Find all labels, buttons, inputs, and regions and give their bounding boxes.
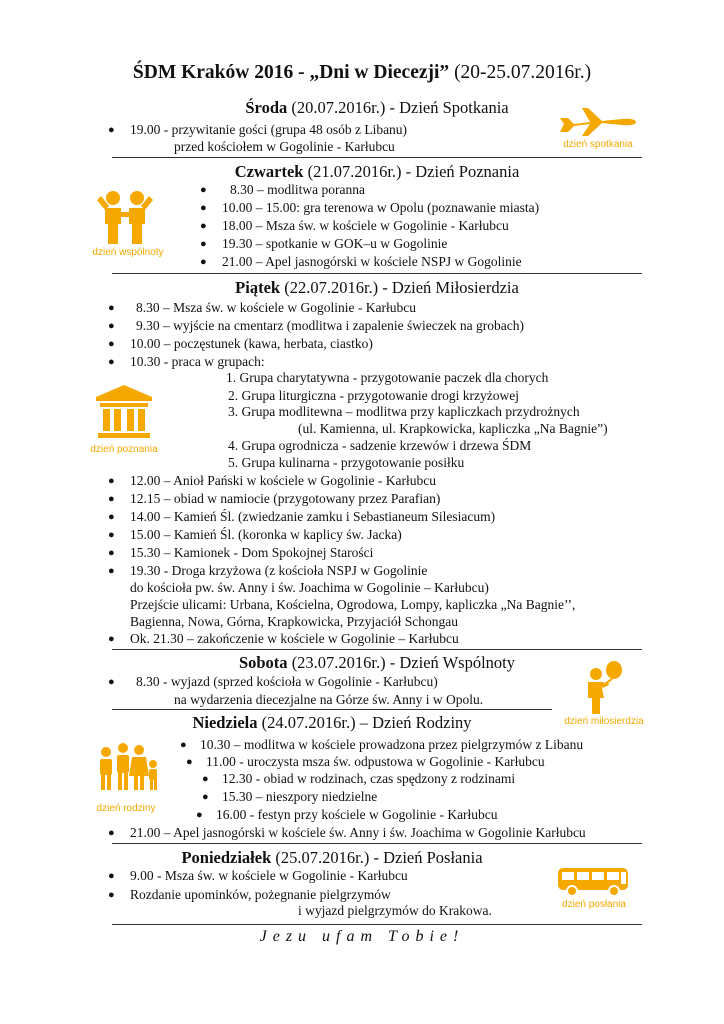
bullet: ● <box>108 529 115 541</box>
bullet: ● <box>108 320 115 332</box>
bullet: ● <box>196 809 203 821</box>
list-item: 18.00 – Msza św. w kościele w Gogolinie - Karłubcu <box>222 218 509 233</box>
day-details: (25.07.2016r.) - Dzień Posłania <box>271 848 483 867</box>
family-icon <box>94 742 160 797</box>
day-name: Piątek <box>235 278 281 297</box>
list-item: 15.30 – Kamionek - Dom Spokojnej Starości <box>130 545 374 560</box>
list-item-continuation: do kościoła pw. św. Anny i św. Joachima w Gogolinie – Karłubcu) <box>130 580 489 595</box>
list-item: 15.30 – nieszpory niedzielne <box>222 789 378 804</box>
bullet: ● <box>108 870 115 882</box>
divider <box>112 273 642 274</box>
list-item: 10.00 – poczęstunek (kawa, herbata, ciastko) <box>130 336 373 351</box>
icon-label: dzień posłania <box>562 899 626 910</box>
list-item: 14.00 – Kamień Śl. (zwiedzanie zamku i Sebastianeum Silesiacum) <box>130 509 496 524</box>
child-balloon-icon <box>578 660 626 721</box>
day-heading-czwartek <box>112 162 642 182</box>
list-item-continuation: przed kościołem w Gogolinie - Karłubcu <box>174 139 395 154</box>
list-item-continuation: na wydarzenia diecezjalne na Górze św. Anny i w Opolu. <box>174 692 484 707</box>
icon-label: dzień miłosierdzia <box>564 716 644 727</box>
footer-motto: Jezu ufam Tobie! <box>259 928 465 945</box>
list-item: 9.00 - Msza św. w kościele w Gogolinie - Karłubcu <box>130 868 408 883</box>
bus-icon <box>556 864 632 903</box>
list-item-continuation: i wyjazd pielgrzymów do Krakowa. <box>298 903 492 918</box>
list-item: 19.30 – spotkanie w GOK–u w Gogolinie <box>222 236 448 251</box>
divider <box>112 157 642 158</box>
group-item: 5. Grupa kulinarna - przygotowanie posiłku <box>228 455 465 470</box>
bullet: ● <box>200 220 207 232</box>
day-details: (21.07.2016r.) - Dzień Poznania <box>303 162 520 181</box>
group-item: 1. Grupa charytatywna - przygotowanie paczek dla chorych <box>226 370 549 385</box>
bullet: ● <box>200 256 207 268</box>
day-name: Czwartek <box>234 162 304 181</box>
document-title <box>0 62 724 84</box>
list-item: 10.30 – modlitwa w kościele prowadzona przez pielgrzymów z Libanu <box>200 737 584 752</box>
list-item: 8.30 – Msza św. w kościele w Gogolinie - Karłubcu <box>136 300 416 315</box>
list-item: 12.30 - obiad w rodzinach, czas spędzony z rodzinami <box>222 771 516 786</box>
group-item: 4. Grupa ogrodnicza - sadzenie krzewów i drzewa ŚDM <box>228 438 532 453</box>
friends-icon <box>94 190 156 251</box>
day-name: Sobota <box>238 653 288 672</box>
group-item-continuation: (ul. Kamienna, ul. Krapkowicka, kapliczka „Na Bagnie”) <box>298 421 608 436</box>
bullet: ● <box>108 338 115 350</box>
bullet: ● <box>108 475 115 487</box>
list-item: 21.00 – Apel jasnogórski w kościele NSPJ w Gogolinie <box>222 254 522 269</box>
list-item: 9.30 – wyjście na cmentarz (modlitwa i zapalenie świeczek na grobach) <box>136 318 524 333</box>
list-item: 16.00 - festyn przy kościele w Gogolinie - Karłubcu <box>216 807 498 822</box>
day-name: Środa <box>245 98 288 117</box>
bullet: ● <box>108 302 115 314</box>
bullet: ● <box>202 773 209 785</box>
bullet: ● <box>108 827 115 839</box>
bullet: ● <box>202 791 209 803</box>
list-item: 12.15 – obiad w namiocie (przygotowany przez Parafian) <box>130 491 441 506</box>
list-item: 8.30 – modlitwa poranna <box>230 182 365 197</box>
divider <box>112 649 642 650</box>
day-details: (22.07.2016r.) - Dzień Miłosierdzia <box>280 278 519 297</box>
day-name: Niedziela <box>192 713 258 732</box>
icon-label: dzień spotkania <box>563 139 633 150</box>
day-heading-sobota <box>112 653 642 673</box>
list-item: 11.00 - uroczysta msza św. odpustowa w Gogolinie - Karłubcu <box>206 754 545 769</box>
divider <box>112 843 642 844</box>
bullet: ● <box>200 184 207 196</box>
list-item: 15.00 – Kamień Śl. (koronka w kaplicy św. Jacka) <box>130 527 402 542</box>
bullet: ● <box>180 739 187 751</box>
day-heading-niedziela <box>112 713 552 733</box>
bullet: ● <box>108 511 115 523</box>
bullet: ● <box>108 676 115 688</box>
bullet: ● <box>108 889 115 901</box>
day-details: (20.07.2016r.) - Dzień Spotkania <box>287 98 509 117</box>
title-dates: (20-25.07.2016r.) <box>449 62 592 83</box>
list-item: Rozdanie upominków, pożegnanie pielgrzymów <box>130 887 391 902</box>
divider <box>112 924 642 925</box>
bullet: ● <box>108 633 115 645</box>
day-details: (23.07.2016r.) - Dzień Wspólnoty <box>287 653 516 672</box>
day-heading-piatek <box>112 278 642 298</box>
day-name: Poniedziałek <box>181 848 272 867</box>
divider <box>112 709 552 710</box>
bullet: ● <box>186 756 193 768</box>
list-item: 10.00 – 15.00: gra terenowa w Opolu (poznawanie miasta) <box>222 200 540 215</box>
temple-icon <box>94 383 154 446</box>
list-item-continuation: Przejście ulicami: Urbana, Kościelna, Ogrodowa, Lompy, kapliczka „Na Bagnie’’, <box>130 597 576 612</box>
bullet: ● <box>200 238 207 250</box>
group-item: 2. Grupa liturgiczna - przygotowanie drogi krzyżowej <box>228 388 520 403</box>
bullet: ● <box>200 202 207 214</box>
bullet: ● <box>108 356 115 368</box>
list-item: 19.30 - Droga krzyżowa (z kościoła NSPJ w Gogolinie <box>130 563 428 578</box>
day-details: (24.07.2016r.) – Dzień Rodziny <box>257 713 472 732</box>
list-item: Ok. 21.30 – zakończenie w kościele w Gogolinie – Karłubcu <box>130 631 459 646</box>
day-heading-poniedzialek <box>112 848 552 868</box>
bullet: ● <box>108 565 115 577</box>
group-item: 3. Grupa modlitewna – modlitwa przy kapliczkach przydrożnych <box>228 404 580 419</box>
list-item-continuation: Bagienna, Nowa, Górna, Krapkowicka, Przyjaciół Schongau <box>130 614 459 629</box>
title-bold: ŚDM Kraków 2016 - „Dni w Diecezji” <box>132 62 450 83</box>
bullet: ● <box>108 493 115 505</box>
bullet: ● <box>108 547 115 559</box>
icon-label: dzień rodziny <box>96 803 156 814</box>
list-item: 10.30 - praca w grupach: <box>130 354 265 369</box>
list-item: 21.00 – Apel jasnogórski w kościele św. Anny i św. Joachima w Gogolinie Karłubcu <box>130 825 586 840</box>
list-item: 19.00 - przywitanie gości (grupa 48 osób z Libanu) <box>130 122 408 137</box>
bullet: ● <box>108 124 115 136</box>
list-item: 8.30 - wyjazd (sprzed kościoła w Gogolinie - Karłubcu) <box>136 674 438 689</box>
icon-label: dzień wspólnoty <box>92 247 164 258</box>
icon-label: dzień poznania <box>90 444 158 455</box>
list-item: 12.00 – Anioł Pański w kościele w Gogolinie - Karłubcu <box>130 473 436 488</box>
